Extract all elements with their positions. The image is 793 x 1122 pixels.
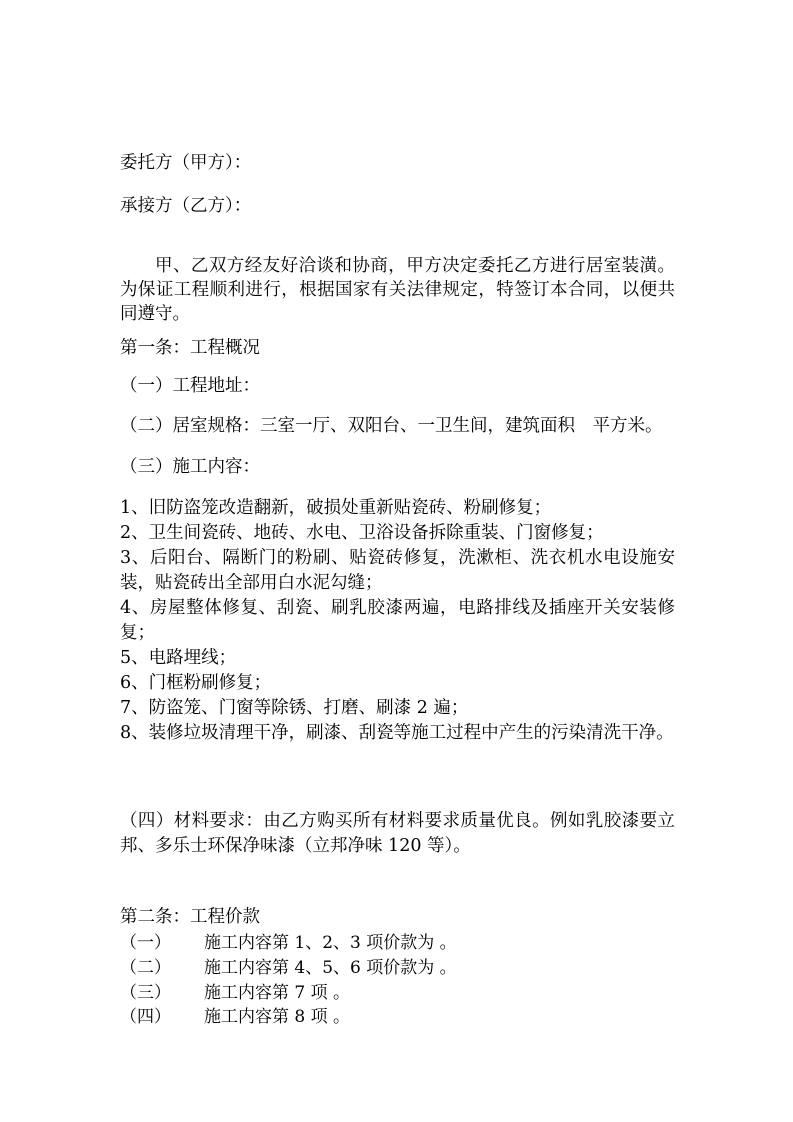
- party-b-line: 承接方（乙方）：: [120, 196, 252, 216]
- construction-item: 1、旧防盗笼改造翻新，破损处重新贴瓷砖、粉刷修复；: [120, 498, 552, 518]
- room-spec: （二）居室规格：三室一厅、双阳台、一卫生间，建筑面积 平方米。: [120, 416, 663, 436]
- materials-requirement: （四）材料要求：由乙方购买所有材料要求质量优良。例如乳胶漆要立邦、多乐士环保净味漆（立邦净味 120 等）。: [120, 811, 675, 856]
- construction-item: 2、卫生间瓷砖、地砖、水电、卫浴设备拆除重装、门窗修复；: [120, 523, 604, 543]
- article1-title: 第一条：工程概况: [120, 338, 260, 358]
- price-row-number: （四）: [120, 1007, 171, 1027]
- price-row-number: （二）: [120, 958, 171, 978]
- construction-items: [120, 496, 675, 746]
- party-a-line: 委托方（甲方）：: [120, 153, 252, 173]
- price-row: [120, 957, 457, 979]
- intro-paragraph: 甲、乙双方经友好洽谈和协商，甲方决定委托乙方进行居室装潢。为保证工程顺利进行，根据国家有关法律规定，特签订本合同，以便共同遵守。: [120, 256, 675, 324]
- price-row-text: 施工内容第 7 项 。: [204, 983, 351, 1003]
- price-row-text: 施工内容第 8 项 。: [204, 1007, 351, 1027]
- price-row-number: （三）: [120, 983, 171, 1003]
- construction-item: 6、门框粉刷修复；: [120, 673, 272, 693]
- construction-item: 8、装修垃圾清理干净，刷漆、刮瓷等施工过程中产生的污染清洗干净。: [120, 723, 674, 743]
- price-row: [120, 932, 457, 954]
- price-row-text: 施工内容第 4、5、6 项价款为 。: [204, 958, 457, 978]
- construction-content-title: （三）施工内容：: [120, 457, 260, 477]
- price-row: [120, 1006, 350, 1028]
- construction-item: 3、后阳台、隔断门的粉刷、贴瓷砖修复，洗漱柜、洗衣机水电设施安装，贴瓷砖出全部用白水泥勾缝；: [120, 548, 675, 593]
- construction-item: 5、电路埋线；: [120, 648, 237, 668]
- article2-title: 第二条：工程价款: [120, 907, 260, 927]
- price-row: [120, 982, 350, 1004]
- project-address: （一）工程地址：: [120, 376, 260, 396]
- construction-item: 7、防盗笼、门窗等除锈、打磨、刷漆 2 遍；: [120, 698, 469, 718]
- price-row-number: （一）: [120, 933, 171, 953]
- price-row-text: 施工内容第 1、2、3 项价款为 。: [204, 933, 457, 953]
- construction-item: 4、房屋整体修复、刮瓷、刷乳胶漆两遍，电路排线及插座开关安装修复；: [120, 598, 675, 643]
